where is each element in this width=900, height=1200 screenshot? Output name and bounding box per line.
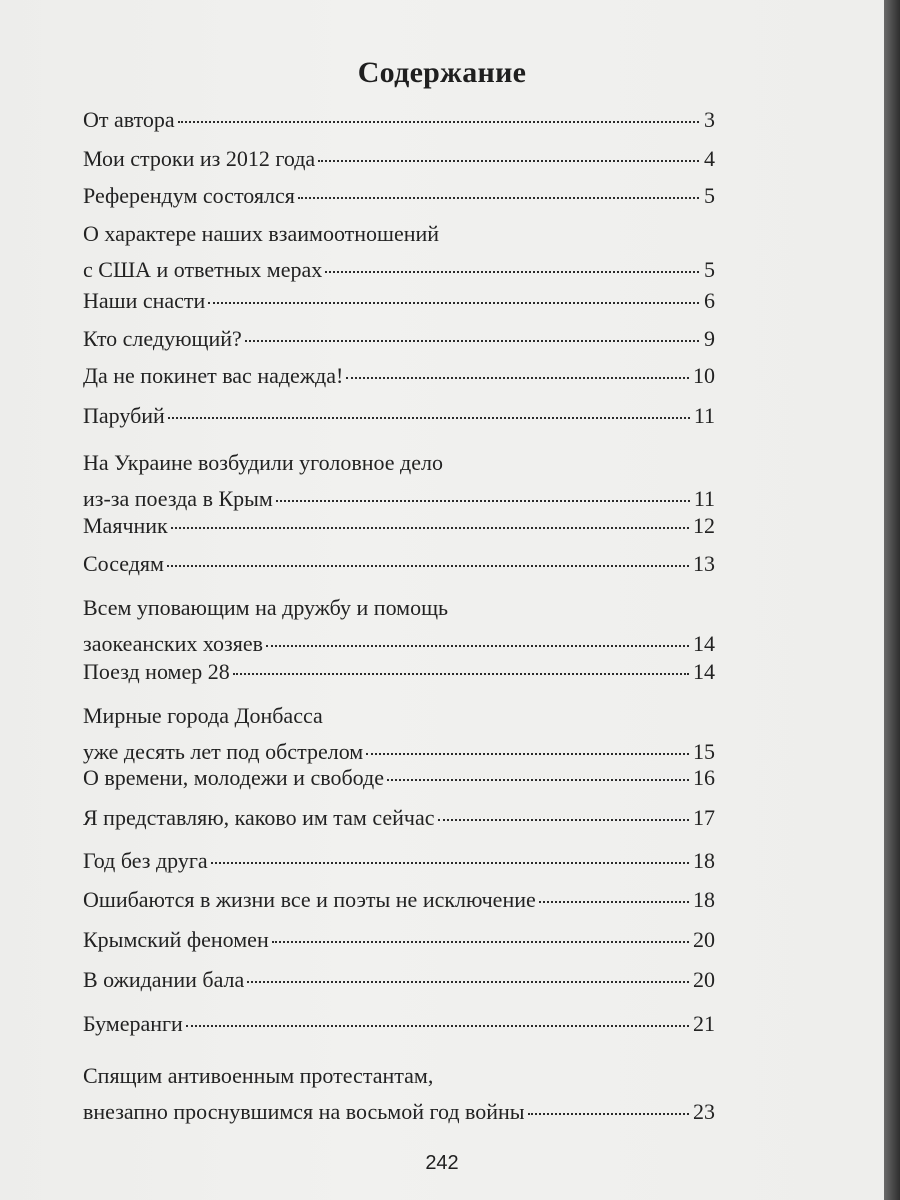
toc-entry-title: Референдум состоялся (83, 183, 295, 208)
toc-entry-line (83, 178, 715, 214)
toc-entry-page: 14 (693, 659, 715, 684)
toc-entry-title: внезапно проснувшимся на восьмой год войны (83, 1099, 525, 1124)
page-number: 242 (425, 1152, 459, 1174)
dot-leader (298, 197, 699, 199)
toc-entry-title: Соседям (83, 551, 164, 576)
toc-entry-title: Поезд номер 28 (83, 659, 230, 684)
dot-leader (346, 377, 689, 379)
toc-entry-line (83, 141, 715, 177)
toc-entry-page: 18 (693, 887, 715, 912)
toc-entry-page: 18 (693, 848, 715, 873)
toc-entry (83, 283, 715, 319)
toc-entry-page: 23 (693, 1099, 715, 1124)
dot-leader (233, 673, 689, 675)
toc-entry-title: От автора (83, 107, 175, 132)
dot-leader (528, 1113, 689, 1115)
toc-entry-page: 21 (693, 1011, 715, 1036)
toc-entry-title: с США и ответных мерах (83, 257, 323, 282)
toc-entry (83, 654, 715, 690)
toc-entry (83, 321, 715, 357)
toc-entry-title: из-за поезда в Крым (83, 486, 273, 511)
dot-leader (272, 941, 689, 943)
toc-entry-line (83, 882, 715, 918)
toc-entry-title: Мои строки из 2012 года (83, 146, 316, 171)
toc-entry (83, 141, 715, 177)
toc-entry-page: 11 (693, 403, 715, 428)
dot-leader (167, 565, 689, 567)
dot-leader (208, 302, 699, 304)
dot-leader (438, 819, 689, 821)
toc-entry-line (83, 1006, 715, 1042)
dot-leader (171, 527, 689, 529)
toc-entry-title: Ошибаются в жизни все и поэты не исключение (83, 887, 536, 912)
toc-entry (83, 590, 715, 662)
toc-entry (83, 546, 715, 582)
toc-entry-page: 13 (693, 551, 715, 576)
toc-entry-line (83, 698, 715, 734)
toc-entry-title: уже десять лет под обстрелом (83, 739, 364, 764)
toc-entry-line (83, 102, 715, 138)
toc-entry-line (83, 216, 715, 252)
toc-entry-title: О времени, молодежи и свободе (83, 765, 384, 790)
toc-entry (83, 922, 715, 958)
toc-entry-line (83, 508, 715, 544)
toc-entry-page: 12 (693, 513, 715, 538)
toc-entry-page: 14 (693, 631, 715, 656)
toc-entry-page: 9 (704, 326, 715, 351)
dot-leader (366, 753, 689, 755)
toc-entry-page: 6 (704, 288, 715, 313)
toc-entry-line (83, 445, 715, 481)
toc-entry-title: О характере наших взаимоотношений (83, 221, 440, 246)
toc-entry-title: Всем уповающим на дружбу и помощь (83, 595, 449, 620)
toc-entry-line (83, 922, 715, 958)
toc-entry-page: 4 (704, 146, 715, 171)
toc-entry (83, 843, 715, 879)
toc-entry (83, 882, 715, 918)
toc-entry (83, 358, 715, 394)
toc-entry-title: Парубий (83, 403, 165, 428)
toc-entry-line (83, 358, 715, 394)
toc-entry-title: Я представляю, каково им там сейчас (83, 805, 435, 830)
toc-entry-title: Год без друга (83, 848, 208, 873)
toc-entry-page: 11 (693, 486, 715, 511)
dot-leader (245, 340, 699, 342)
toc-entry (83, 178, 715, 214)
dot-leader (276, 500, 690, 502)
toc-entry (83, 216, 715, 288)
toc-entry-line (83, 962, 715, 998)
toc-entry-line (83, 1058, 715, 1094)
page-title: Содержание (357, 56, 527, 89)
toc-entry-line (83, 590, 715, 626)
dot-leader (178, 121, 699, 123)
toc-entry-line (83, 1094, 715, 1130)
toc-entry-title: Кто следующий? (83, 326, 242, 351)
toc-entry (83, 1058, 715, 1130)
toc-entry-line (83, 843, 715, 879)
toc-entry (83, 445, 715, 517)
toc-entry-page: 20 (693, 927, 715, 952)
toc-entry-title: На Украине возбудили уголовное дело (83, 450, 443, 475)
toc-entry (83, 800, 715, 836)
toc-entry-line (83, 800, 715, 836)
toc-entry-page: 17 (693, 805, 715, 830)
dot-leader (211, 862, 689, 864)
toc-entry-page: 5 (704, 183, 715, 208)
toc-entry-line (83, 760, 715, 796)
toc-entry (83, 1006, 715, 1042)
dot-leader (168, 417, 690, 419)
toc-entry-page: 16 (693, 765, 715, 790)
dot-leader (318, 160, 699, 162)
toc-entry-title: В ожидании бала (83, 967, 245, 992)
toc-entry-line (83, 321, 715, 357)
toc-entry-line (83, 546, 715, 582)
page-edge (884, 0, 900, 1200)
toc-entry (83, 102, 715, 138)
toc-entry-title: Крымский феномен (83, 927, 269, 952)
toc-entry-title: Мирные города Донбасса (83, 703, 323, 728)
toc-entry-page: 20 (693, 967, 715, 992)
toc-entry (83, 760, 715, 796)
dot-leader (186, 1025, 689, 1027)
toc-entry-title: Да не покинет вас надежда! (83, 363, 344, 388)
toc-entry (83, 398, 715, 434)
toc-entry-line (83, 654, 715, 690)
toc-entry-page: 10 (693, 363, 715, 388)
dot-leader (539, 901, 689, 903)
dot-leader (325, 271, 699, 273)
toc-entry (83, 508, 715, 544)
toc-entry-page: 5 (704, 257, 715, 282)
toc-entry-title: Бумеранги (83, 1011, 183, 1036)
dot-leader (247, 981, 689, 983)
toc-entry-title: Маячник (83, 513, 168, 538)
toc-entry-line (83, 398, 715, 434)
toc-entry-page: 3 (704, 107, 715, 132)
toc-entry-line (83, 283, 715, 319)
toc-entry-title: заокеанских хозяев (83, 631, 264, 656)
toc-entry-page: 15 (693, 739, 715, 764)
dot-leader (387, 779, 689, 781)
toc-entry-title: Наши снасти (83, 288, 206, 313)
dot-leader (266, 645, 689, 647)
toc-entry-title: Спящим антивоенным протестантам, (83, 1063, 434, 1088)
toc-entry (83, 962, 715, 998)
